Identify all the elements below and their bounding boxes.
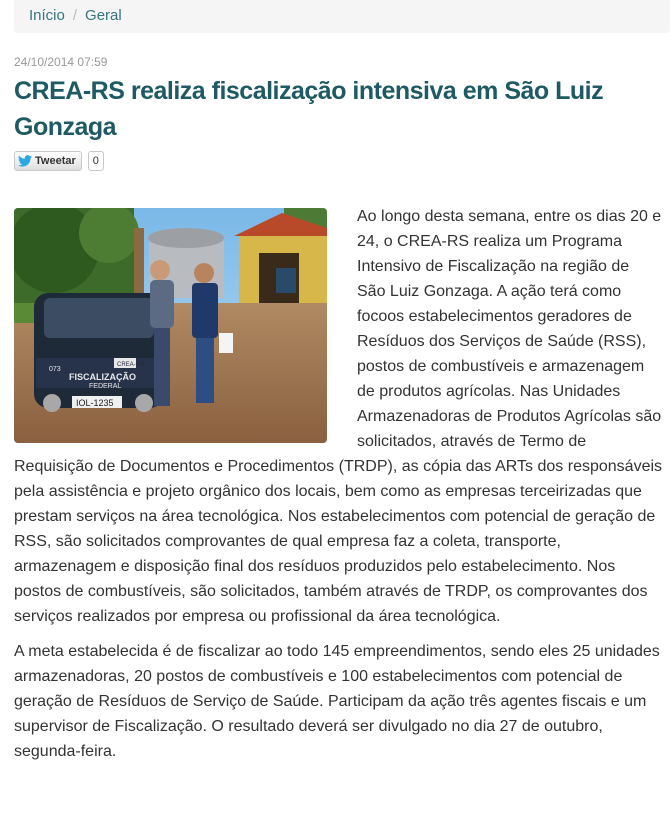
car-label-text: FISCALIZAÇÃO [69, 372, 136, 382]
article-title: CREA-RS realiza fiscalização intensiva em São Luiz Gonzaga [14, 77, 604, 141]
car-label2-text: FEDERAL [89, 383, 122, 390]
tweet-button[interactable] [14, 151, 82, 171]
article-date: 24/10/2014 07:59 [14, 55, 108, 69]
article-paragraph-1: Ao longo desta semana, entre os dias 20 e 24, o CREA-RS realiza um Programa Intensivo de Fiscalização na região de São Luiz Gonzaga. A ação terá como focoos estabelecimentos geradores de Resíduos dos Serviços de Saúde (RSS), postos de combustíveis e armazenagem de produtos agrícolas. Nas Unidades Armazenadoras de Produtos Agrícolas são solicitados, através de Termo de Requisição de Documentos e Procedimentos (TRDP), as cópia das ARTs dos responsáveis pela assistência e projeto orgânico dos locais, bem como as empresas terceirizadas que prestam serviços na área tecnológica. Nos estabelecimentos com potencial de geração de RSS, são solicitados comprovantes de qual empresa faz a coleta, transporte, armazenagem e disposição final dos resíduos produzidos pelo estabelecimento. Nos postos de combustíveis, são solicitados, também através de TRDP, os comprovantes dos serviços realizados por empresa ou profissional da área tecnológica. [14, 208, 663, 625]
tweet-label: Tweetar [35, 155, 76, 167]
breadcrumb-home-link[interactable]: Início [29, 7, 65, 24]
tweet-widget [14, 151, 104, 171]
breadcrumb-separator: / [72, 7, 78, 24]
tweet-count: 0 [88, 151, 104, 171]
car-number-text: 073 [49, 366, 61, 373]
article-body [14, 204, 662, 774]
breadcrumb-current-link[interactable]: Geral [85, 7, 122, 24]
car-plate-text: IOL-1235 [76, 398, 114, 408]
car-badge-text: CREA-RS [117, 362, 145, 368]
twitter-bird-icon [18, 155, 32, 167]
article-photo [14, 208, 327, 443]
article-paragraph-2: A meta estabelecida é de fiscalizar ao todo 145 empreendimentos, sendo eles 25 unidades armazenadoras, 20 postos de combustíveis e 100 estabelecimentos com potencial de geração de Resíduos de Serviço de Saúde. Participam da ação três agentes fiscais e um supervisor de Fiscalização. O resultado deverá ser divulgado no dia 27 de outubro, segunda-feira. [14, 643, 660, 760]
breadcrumb [14, 0, 670, 33]
